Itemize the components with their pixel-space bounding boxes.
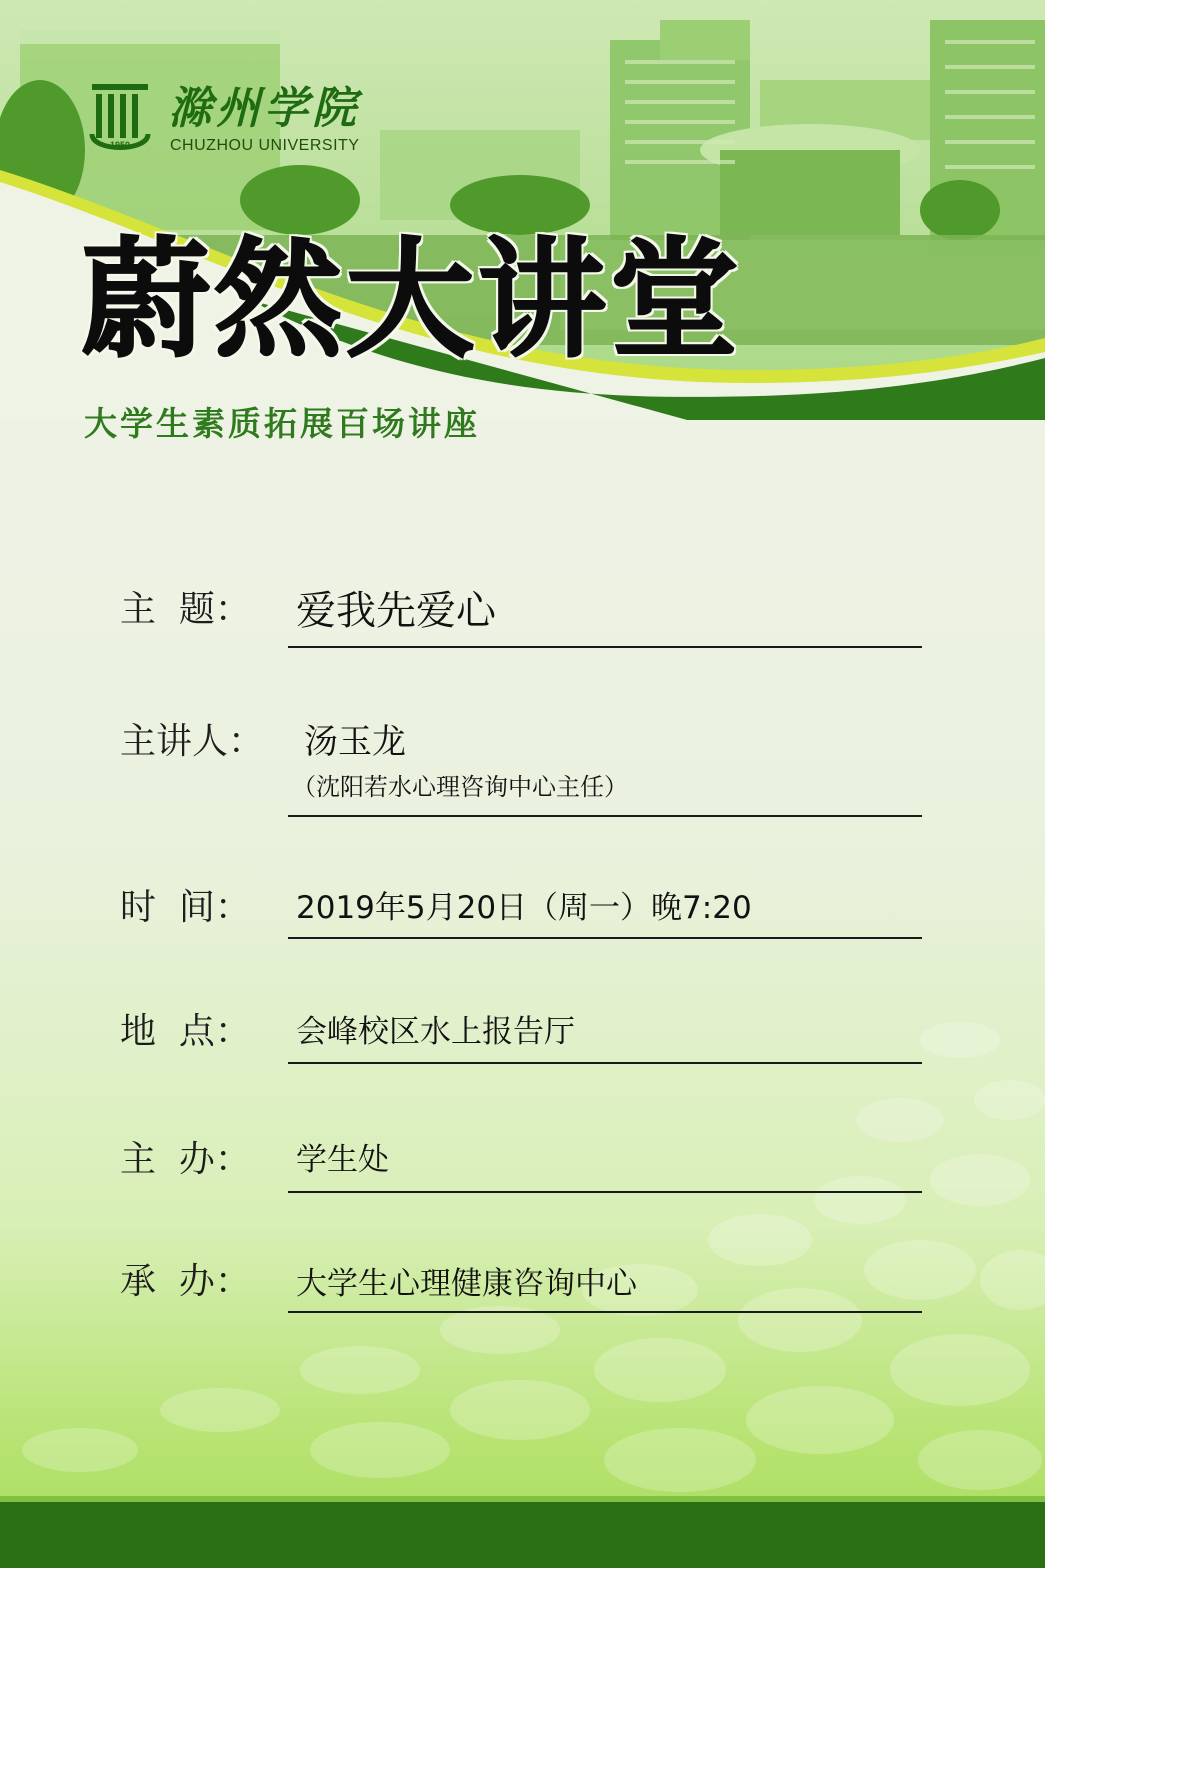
svg-text:1950: 1950: [109, 140, 131, 150]
footer-bar: [0, 1502, 1045, 1568]
university-name-cn: 滁州学院: [168, 83, 360, 134]
place-value: 会峰校区水上报告厅: [296, 1014, 575, 1050]
place-underline: [288, 1062, 922, 1064]
time-label: 时 间：: [120, 887, 251, 928]
host-value: 学生处: [296, 1142, 389, 1178]
university-name-en: CHUZHOU UNIVERSITY: [170, 137, 360, 154]
speaker-label: 主讲人：: [120, 721, 265, 762]
lecture-series-subtitle: 大学生素质拓展百场讲座: [84, 404, 480, 443]
university-emblem: [88, 82, 152, 158]
organizer-label: 承 办：: [120, 1261, 251, 1302]
host-label: 主 办：: [120, 1139, 251, 1180]
place-label: 地 点：: [120, 1011, 251, 1052]
topic-value: 爱我先爱心: [296, 588, 496, 634]
topic-underline: [288, 646, 922, 648]
host-underline: [288, 1191, 922, 1193]
organizer-value: 大学生心理健康咨询中心: [296, 1266, 637, 1302]
lecture-series-title: 蔚然大讲堂: [82, 226, 743, 375]
speaker-underline: [288, 815, 922, 817]
speaker-value: 汤玉龙: [304, 722, 406, 762]
topic-label: 主 题：: [120, 589, 251, 630]
speaker-title: （沈阳若水心理咨询中心主任）: [292, 773, 628, 801]
time-underline: [288, 937, 922, 939]
time-value: 2019年5月20日（周一）晚7:20: [296, 890, 752, 926]
university-logo: [88, 82, 378, 162]
decorative-dot-pattern: [0, 980, 1045, 1500]
organizer-underline: [288, 1311, 922, 1313]
